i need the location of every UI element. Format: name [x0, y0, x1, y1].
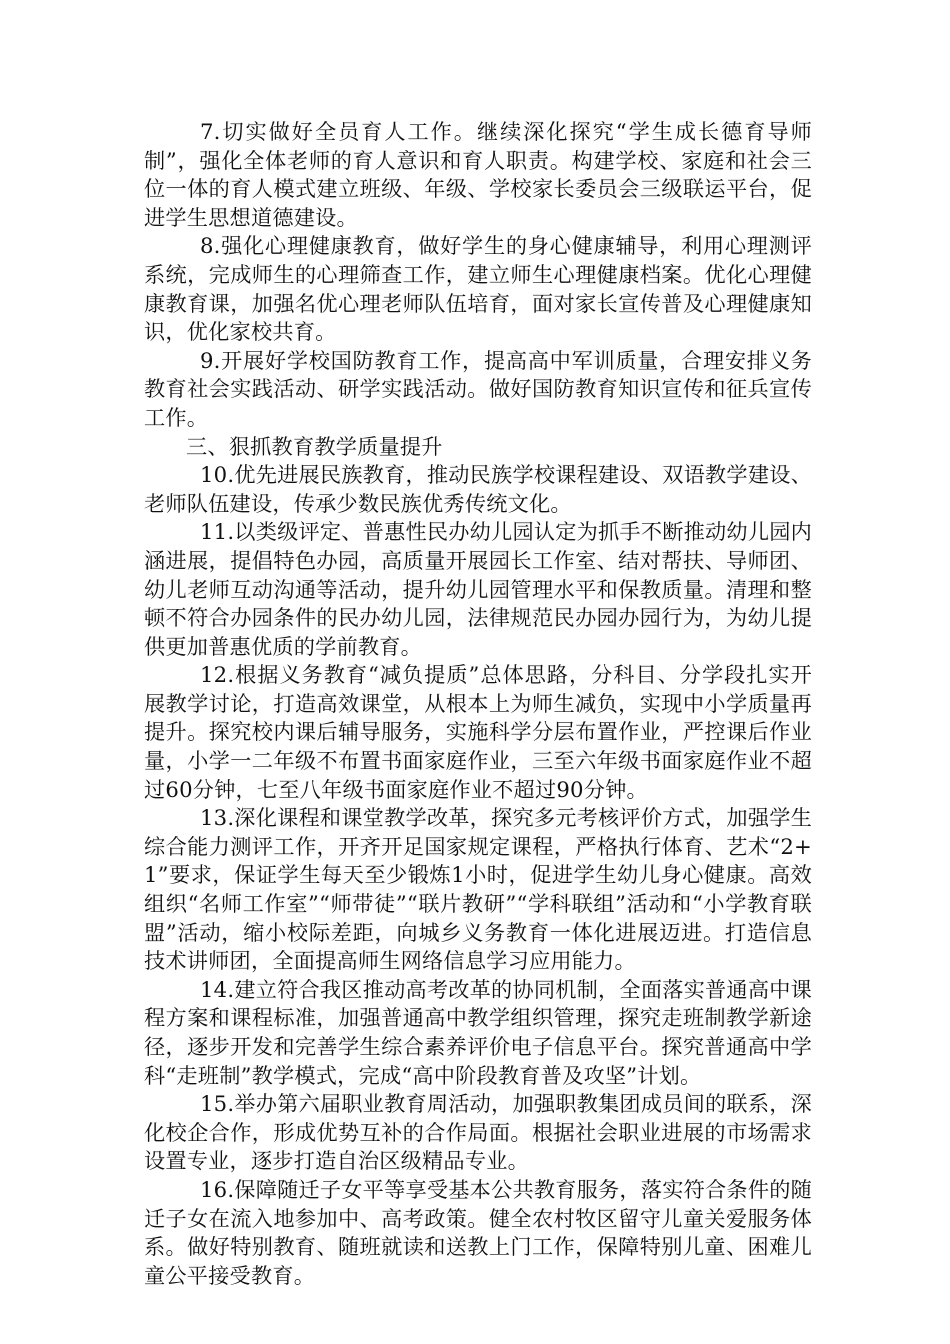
paragraph-13: 13.深化课程和课堂教学改革，探究多元考核评价方式，加强学生综合能力测评工作，开齐开足国家规定课程，严格执行体育、艺术“2+1”要求，保证学生每天至少锻炼1小时，促进学生幼儿身心健康。高效组织“名师工作室”“师带徒”“联片教研”“学科联组”活动和“小学教育联盟”活动，缩小校际差距，向城乡义务教育一体化进展迈进。打造信息技术讲师团，全面提高师生网络信息学习应用能力。 [144, 805, 812, 974]
paragraph-10: 10.优先进展民族教育，推动民族学校课程建设、双语教学建设、老师队伍建设，传承少数民族优秀传统文化。 [144, 462, 812, 516]
paragraph-16: 16.保障随迁子女平等享受基本公共教育服务，落实符合条件的随迁子女在流入地参加中、高考政策。健全农村牧区留守儿童关爱服务体系。做好特别教育、随班就读和送教上门工作，保障特别儿童、困难儿童公平接受教育。 [144, 1176, 812, 1288]
paragraph-12: 12.根据义务教育“减负提质”总体思路，分科目、分学段扎实开展教学讨论，打造高效课堂，从根本上为师生减负，实现中小学质量再提升。探究校内课后辅导服务，实施科学分层布置作业，严控课后作业量，小学一二年级不布置书面家庭作业，三至六年级书面家庭作业不超过60分钟，七至八年级书面家庭作业不超过90分钟。 [144, 662, 812, 802]
paragraph-9: 9.开展好学校国防教育工作，提高高中军训质量，合理安排义务教育社会实践活动、研学实践活动。做好国防教育知识宣传和征兵宣传工作。 [144, 347, 812, 430]
section-heading-3: 三、狠抓教育教学质量提升 [186, 433, 443, 459]
paragraph-11: 11.以类级评定、普惠性民办幼儿园认定为抓手不断推动幼儿园内涵进展，提倡特色办园，高质量开展园长工作室、结对帮扶、导师团、幼儿老师互动沟通等活动，提升幼儿园管理水平和保教质量。清理和整顿不符合办园条件的民办幼儿园，法律规范民办园办园行为，为幼儿提供更加普惠优质的学前教育。 [144, 519, 812, 659]
paragraph-15: 15.举办第六届职业教育周活动，加强职教集团成员间的联系，深化校企合作，形成优势互补的合作局面。根据社会职业进展的市场需求设置专业，逐步打造自治区级精品专业。 [144, 1091, 812, 1174]
paragraph-8: 8.强化心理健康教育，做好学生的身心健康辅导，利用心理测评系统，完成师生的心理筛查工作，建立师生心理健康档案。优化心理健康教育课，加强名优心理老师队伍培育，面对家长宣传普及心理健康知识，优化家校共育。 [144, 233, 812, 345]
paragraph-7: 7.切实做好全员育人工作。继续深化探究“学生成长德育导师制”，强化全体老师的育人意识和育人职责。构建学校、家庭和社会三位一体的育人模式建立班级、年级、学校家长委员会三级联运平台，促进学生思想道德建设。 [144, 119, 812, 230]
document-page [144, 118, 812, 1290]
paragraph-14: 14.建立符合我区推动高考改革的协同机制，全面落实普通高中课程方案和课程标准，加强普通高中教学组织管理，探究走班制教学新途径，逐步开发和完善学生综合素养评价电子信息平台。探究普通高中学科“走班制”教学模式，完成“高中阶段教育普及攻坚”计划。 [144, 976, 812, 1088]
